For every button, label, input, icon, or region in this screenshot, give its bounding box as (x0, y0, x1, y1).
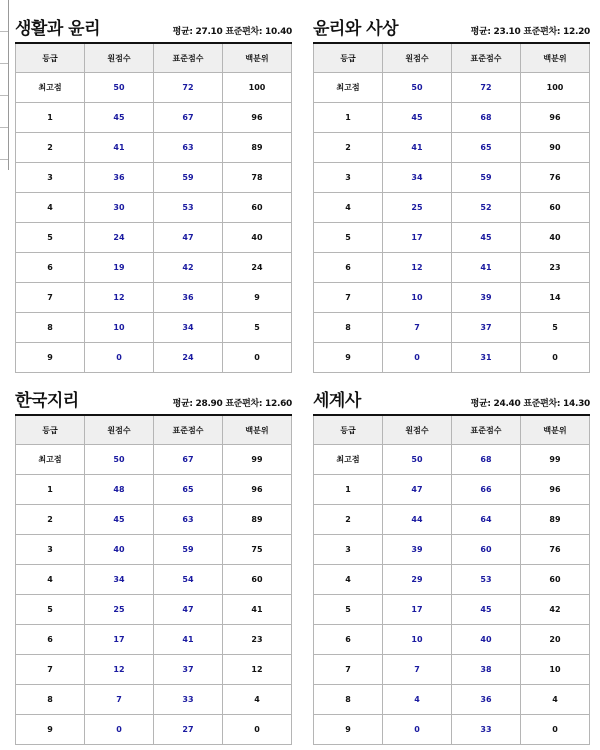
standard-score-cell: 59 (452, 163, 521, 193)
grade-cut-table (15, 414, 292, 745)
percentile-cell: 4 (521, 685, 590, 715)
standard-score-cell: 67 (154, 103, 223, 133)
grade-cell: 6 (314, 625, 383, 655)
column-header: 등급 (16, 415, 85, 445)
raw-score-cell: 17 (383, 223, 452, 253)
percentile-cell: 90 (521, 133, 590, 163)
table-row (16, 343, 292, 373)
raw-score-cell: 10 (383, 625, 452, 655)
grade-cut-table (15, 42, 292, 373)
percentile-cell: 60 (223, 565, 292, 595)
standard-score-cell: 52 (452, 193, 521, 223)
table-row (16, 283, 292, 313)
percentile-cell: 89 (223, 505, 292, 535)
percentile-cell: 76 (521, 163, 590, 193)
standard-score-cell: 45 (452, 595, 521, 625)
cropped-table-edge (0, 0, 9, 170)
grade-cell: 6 (314, 253, 383, 283)
percentile-cell: 0 (223, 343, 292, 373)
percentile-cell: 100 (223, 73, 292, 103)
mean-stddev-stats: 평균: 28.90 표준편차: 12.60 (172, 399, 292, 409)
grade-cell: 최고점 (16, 445, 85, 475)
column-header: 원점수 (85, 43, 154, 73)
grade-cell: 8 (16, 313, 85, 343)
table-row (314, 133, 590, 163)
raw-score-cell: 44 (383, 505, 452, 535)
grade-cell: 1 (314, 475, 383, 505)
grade-cell: 5 (314, 223, 383, 253)
panel-header (15, 382, 292, 412)
grade-cell: 4 (314, 565, 383, 595)
grade-cell: 2 (314, 505, 383, 535)
table-row (314, 343, 590, 373)
grade-cell: 9 (16, 343, 85, 373)
column-header: 등급 (16, 43, 85, 73)
grade-cell: 2 (16, 133, 85, 163)
standard-score-cell: 36 (154, 283, 223, 313)
standard-score-cell: 47 (154, 595, 223, 625)
standard-score-cell: 65 (452, 133, 521, 163)
percentile-cell: 9 (223, 283, 292, 313)
column-header: 백분위 (223, 43, 292, 73)
raw-score-cell: 50 (383, 445, 452, 475)
raw-score-cell: 29 (383, 565, 452, 595)
column-header: 등급 (314, 415, 383, 445)
raw-score-cell: 17 (383, 595, 452, 625)
percentile-cell: 96 (223, 475, 292, 505)
standard-score-cell: 67 (154, 445, 223, 475)
percentile-cell: 20 (521, 625, 590, 655)
standard-score-cell: 24 (154, 343, 223, 373)
grade-cell: 9 (314, 715, 383, 745)
column-header: 원점수 (85, 415, 154, 445)
grade-cell: 2 (16, 505, 85, 535)
standard-score-cell: 53 (154, 193, 223, 223)
standard-score-cell: 33 (154, 685, 223, 715)
percentile-cell: 76 (521, 535, 590, 565)
raw-score-cell: 25 (85, 595, 154, 625)
standard-score-cell: 72 (154, 73, 223, 103)
grade-cell: 3 (314, 535, 383, 565)
standard-score-cell: 36 (452, 685, 521, 715)
table-row (314, 595, 590, 625)
raw-score-cell: 12 (85, 655, 154, 685)
panel-header (313, 10, 590, 40)
percentile-cell: 23 (521, 253, 590, 283)
grade-cell: 최고점 (314, 445, 383, 475)
table-row (16, 253, 292, 283)
grade-cell: 5 (314, 595, 383, 625)
percentile-cell: 89 (223, 133, 292, 163)
score-panel (313, 382, 590, 745)
table-row (16, 223, 292, 253)
raw-score-cell: 0 (383, 343, 452, 373)
column-header: 등급 (314, 43, 383, 73)
mean-stddev-stats: 평균: 27.10 표준편차: 10.40 (172, 27, 292, 37)
standard-score-cell: 66 (452, 475, 521, 505)
standard-score-cell: 33 (452, 715, 521, 745)
raw-score-cell: 7 (383, 313, 452, 343)
table-row (314, 253, 590, 283)
table-row (16, 103, 292, 133)
percentile-cell: 96 (521, 475, 590, 505)
raw-score-cell: 12 (85, 283, 154, 313)
percentile-cell: 96 (223, 103, 292, 133)
raw-score-cell: 25 (383, 193, 452, 223)
grade-cell: 1 (16, 475, 85, 505)
standard-score-cell: 37 (452, 313, 521, 343)
column-header: 백분위 (521, 43, 590, 73)
table-row (16, 565, 292, 595)
raw-score-cell: 12 (383, 253, 452, 283)
table-row (16, 445, 292, 475)
raw-score-cell: 36 (85, 163, 154, 193)
table-row (314, 313, 590, 343)
standard-score-cell: 45 (452, 223, 521, 253)
table-row (314, 715, 590, 745)
percentile-cell: 23 (223, 625, 292, 655)
standard-score-cell: 27 (154, 715, 223, 745)
table-row (314, 283, 590, 313)
percentile-cell: 75 (223, 535, 292, 565)
percentile-cell: 60 (521, 565, 590, 595)
grade-cell: 1 (314, 103, 383, 133)
grade-cell: 9 (16, 715, 85, 745)
score-panel (15, 10, 292, 373)
standard-score-cell: 63 (154, 505, 223, 535)
raw-score-cell: 4 (383, 685, 452, 715)
score-panel (313, 10, 590, 373)
percentile-cell: 4 (223, 685, 292, 715)
grade-cell: 7 (16, 655, 85, 685)
raw-score-cell: 0 (85, 343, 154, 373)
raw-score-cell: 39 (383, 535, 452, 565)
grade-cell: 3 (314, 163, 383, 193)
raw-score-cell: 41 (85, 133, 154, 163)
grade-cell: 7 (314, 655, 383, 685)
table-row (16, 475, 292, 505)
grade-cut-table (313, 414, 590, 745)
table-row (16, 685, 292, 715)
table-row (314, 565, 590, 595)
raw-score-cell: 48 (85, 475, 154, 505)
grade-cell: 7 (314, 283, 383, 313)
column-header: 표준점수 (452, 415, 521, 445)
percentile-cell: 0 (223, 715, 292, 745)
grade-cell: 6 (16, 625, 85, 655)
grade-cell: 6 (16, 253, 85, 283)
raw-score-cell: 30 (85, 193, 154, 223)
table-row (16, 625, 292, 655)
grade-cell: 5 (16, 223, 85, 253)
standard-score-cell: 54 (154, 565, 223, 595)
table-row (314, 475, 590, 505)
standard-score-cell: 31 (452, 343, 521, 373)
table-row (314, 103, 590, 133)
grade-cut-table (313, 42, 590, 373)
table-row (314, 73, 590, 103)
grade-cell: 1 (16, 103, 85, 133)
table-row (16, 535, 292, 565)
panel-header (313, 382, 590, 412)
raw-score-cell: 41 (383, 133, 452, 163)
raw-score-cell: 0 (85, 715, 154, 745)
percentile-cell: 40 (223, 223, 292, 253)
table-row (314, 163, 590, 193)
column-header: 원점수 (383, 43, 452, 73)
raw-score-cell: 45 (85, 505, 154, 535)
standard-score-cell: 63 (154, 133, 223, 163)
subject-title: 한국지리 (15, 391, 79, 411)
raw-score-cell: 47 (383, 475, 452, 505)
percentile-cell: 60 (223, 193, 292, 223)
raw-score-cell: 34 (85, 565, 154, 595)
standard-score-cell: 40 (452, 625, 521, 655)
table-row (314, 685, 590, 715)
grade-cell: 최고점 (16, 73, 85, 103)
grade-cell: 5 (16, 595, 85, 625)
raw-score-cell: 0 (383, 715, 452, 745)
raw-score-cell: 40 (85, 535, 154, 565)
column-header: 원점수 (383, 415, 452, 445)
percentile-cell: 99 (223, 445, 292, 475)
table-row (314, 655, 590, 685)
grade-cell: 3 (16, 163, 85, 193)
standard-score-cell: 39 (452, 283, 521, 313)
panel-header (15, 10, 292, 40)
standard-score-cell: 47 (154, 223, 223, 253)
grade-cell: 4 (16, 193, 85, 223)
percentile-cell: 100 (521, 73, 590, 103)
raw-score-cell: 50 (85, 445, 154, 475)
table-row (16, 595, 292, 625)
standard-score-cell: 72 (452, 73, 521, 103)
table-row (16, 193, 292, 223)
raw-score-cell: 34 (383, 163, 452, 193)
standard-score-cell: 68 (452, 103, 521, 133)
table-row (314, 223, 590, 253)
raw-score-cell: 24 (85, 223, 154, 253)
column-header: 표준점수 (154, 415, 223, 445)
percentile-cell: 42 (521, 595, 590, 625)
raw-score-cell: 7 (383, 655, 452, 685)
grade-cell: 7 (16, 283, 85, 313)
table-row (314, 193, 590, 223)
table-row (314, 625, 590, 655)
percentile-cell: 96 (521, 103, 590, 133)
raw-score-cell: 7 (85, 685, 154, 715)
raw-score-cell: 50 (85, 73, 154, 103)
percentile-cell: 99 (521, 445, 590, 475)
percentile-cell: 5 (223, 313, 292, 343)
percentile-cell: 24 (223, 253, 292, 283)
percentile-cell: 12 (223, 655, 292, 685)
table-row (314, 505, 590, 535)
table-header-row (16, 43, 292, 73)
table-row (16, 313, 292, 343)
raw-score-cell: 19 (85, 253, 154, 283)
percentile-cell: 0 (521, 343, 590, 373)
score-panel (15, 382, 292, 745)
percentile-cell: 78 (223, 163, 292, 193)
mean-stddev-stats: 평균: 24.40 표준편차: 14.30 (470, 399, 590, 409)
standard-score-cell: 59 (154, 535, 223, 565)
grade-cell: 8 (16, 685, 85, 715)
standard-score-cell: 60 (452, 535, 521, 565)
percentile-cell: 40 (521, 223, 590, 253)
standard-score-cell: 37 (154, 655, 223, 685)
grade-cell: 8 (314, 685, 383, 715)
table-header-row (16, 415, 292, 445)
raw-score-cell: 10 (85, 313, 154, 343)
grade-cell: 2 (314, 133, 383, 163)
grade-cell: 3 (16, 535, 85, 565)
percentile-cell: 5 (521, 313, 590, 343)
percentile-cell: 89 (521, 505, 590, 535)
table-row (314, 535, 590, 565)
grade-cell: 최고점 (314, 73, 383, 103)
standard-score-cell: 41 (452, 253, 521, 283)
subject-title: 세계사 (313, 391, 361, 411)
table-row (16, 163, 292, 193)
raw-score-cell: 17 (85, 625, 154, 655)
column-header: 표준점수 (154, 43, 223, 73)
raw-score-cell: 50 (383, 73, 452, 103)
table-row (16, 655, 292, 685)
standard-score-cell: 42 (154, 253, 223, 283)
subject-title: 윤리와 사상 (313, 19, 399, 39)
column-header: 표준점수 (452, 43, 521, 73)
table-row (16, 715, 292, 745)
subject-title: 생활과 윤리 (15, 19, 101, 39)
standard-score-cell: 64 (452, 505, 521, 535)
percentile-cell: 41 (223, 595, 292, 625)
table-row (16, 505, 292, 535)
percentile-cell: 0 (521, 715, 590, 745)
percentile-cell: 14 (521, 283, 590, 313)
standard-score-cell: 41 (154, 625, 223, 655)
raw-score-cell: 10 (383, 283, 452, 313)
table-row (16, 73, 292, 103)
table-row (314, 445, 590, 475)
grade-cell: 8 (314, 313, 383, 343)
standard-score-cell: 65 (154, 475, 223, 505)
standard-score-cell: 34 (154, 313, 223, 343)
column-header: 백분위 (223, 415, 292, 445)
table-header-row (314, 43, 590, 73)
percentile-cell: 10 (521, 655, 590, 685)
column-header: 백분위 (521, 415, 590, 445)
table-header-row (314, 415, 590, 445)
grade-cell: 9 (314, 343, 383, 373)
standard-score-cell: 59 (154, 163, 223, 193)
percentile-cell: 60 (521, 193, 590, 223)
standard-score-cell: 53 (452, 565, 521, 595)
grade-cell: 4 (16, 565, 85, 595)
mean-stddev-stats: 평균: 23.10 표준편차: 12.20 (470, 27, 590, 37)
standard-score-cell: 68 (452, 445, 521, 475)
raw-score-cell: 45 (85, 103, 154, 133)
table-row (16, 133, 292, 163)
grade-cell: 4 (314, 193, 383, 223)
standard-score-cell: 38 (452, 655, 521, 685)
raw-score-cell: 45 (383, 103, 452, 133)
